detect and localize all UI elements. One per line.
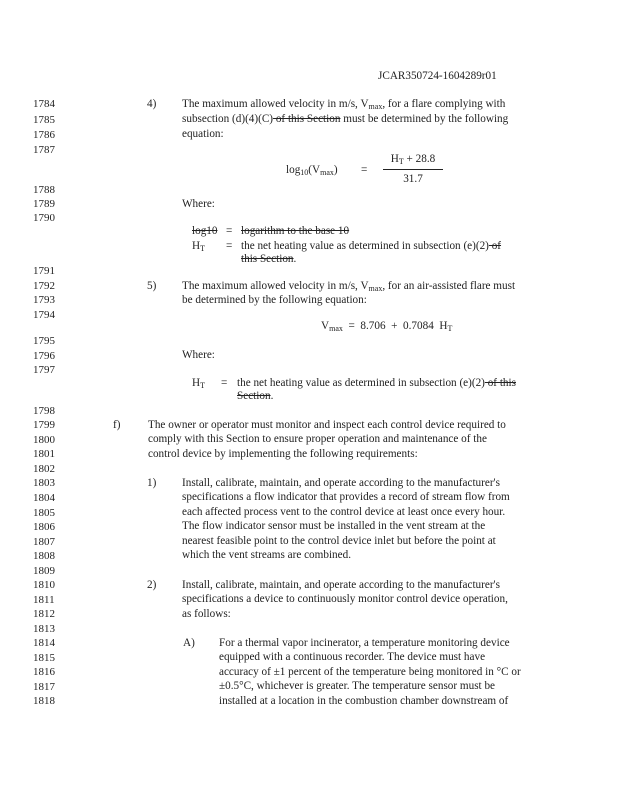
item-number: 2) bbox=[147, 579, 157, 591]
paragraph-line: as follows: bbox=[182, 608, 231, 620]
line-number: 1798 bbox=[33, 405, 55, 417]
item-number: A) bbox=[183, 637, 195, 649]
line-number: 1790 bbox=[33, 212, 55, 224]
fraction-bar bbox=[383, 169, 443, 170]
line-number: 1809 bbox=[33, 565, 55, 577]
equals-sign: = bbox=[361, 164, 368, 176]
line-number: 1805 bbox=[33, 507, 55, 519]
paragraph-line: equipped with a continuous recorder. The device must have bbox=[219, 651, 486, 663]
line-number: 1786 bbox=[33, 129, 55, 141]
definition-equals: = bbox=[221, 377, 228, 389]
where-label: Where: bbox=[182, 349, 215, 361]
paragraph-line: For a thermal vapor incinerator, a temperature monitoring device bbox=[219, 637, 510, 649]
paragraph-line: control device by implementing the following requirements: bbox=[148, 448, 418, 460]
definition-text: this Section. bbox=[241, 253, 297, 265]
item-number: 4) bbox=[147, 98, 157, 110]
paragraph-line: comply with this Section to ensure proper operation and maintenance of the bbox=[148, 433, 487, 445]
line-number: 1784 bbox=[33, 98, 55, 110]
paragraph-line: which the vent streams are combined. bbox=[182, 549, 351, 561]
line-number: 1815 bbox=[33, 652, 55, 664]
line-number: 1787 bbox=[33, 144, 55, 156]
line-number: 1802 bbox=[33, 463, 55, 475]
document-id: JCAR350724-1604289r01 bbox=[378, 70, 497, 82]
definition-text: Section. bbox=[237, 390, 274, 402]
line-number: 1817 bbox=[33, 681, 55, 693]
line-number: 1801 bbox=[33, 448, 55, 460]
paragraph-line: specifications a device to continuously monitor control device operation, bbox=[182, 593, 508, 605]
definition-term: $H_T$ bbox=[192, 240, 205, 253]
definition-text: the net heating value as determined in subsection (e)(2) of bbox=[241, 240, 502, 252]
line-number: 1808 bbox=[33, 550, 55, 562]
line-number: 1797 bbox=[33, 364, 55, 376]
paragraph-line: Install, calibrate, maintain, and operate according to the manufacturer's bbox=[182, 477, 500, 489]
line-number: 1792 bbox=[33, 280, 55, 292]
line-number: 1793 bbox=[33, 294, 55, 306]
definition-text: logarithm to the base 10 bbox=[241, 225, 350, 237]
line-number: 1796 bbox=[33, 350, 55, 362]
paragraph-line: The maximum allowed velocity in m/s, $V_{max}$, for an air-assisted flare must bbox=[182, 280, 516, 293]
line-number: 1813 bbox=[33, 623, 55, 635]
velocity-equation: $V_{max} = 8.706 + 0.7084$ $H_T$ bbox=[321, 320, 453, 333]
item-number: 1) bbox=[147, 477, 157, 489]
line-number: 1814 bbox=[33, 637, 55, 649]
line-number: 1795 bbox=[33, 335, 55, 347]
line-number: 1788 bbox=[33, 184, 55, 196]
line-number: 1812 bbox=[33, 608, 55, 620]
line-number: 1806 bbox=[33, 521, 55, 533]
paragraph-line: equation: bbox=[182, 128, 224, 140]
paragraph-line: nearest feasible point to the control device inlet but before the point at bbox=[182, 535, 496, 547]
paragraph-line: installed at a location in the combustion chamber downstream of bbox=[219, 695, 509, 707]
definition-term: log10 bbox=[192, 225, 218, 237]
line-number: 1818 bbox=[33, 695, 55, 707]
line-number: 1800 bbox=[33, 434, 55, 446]
where-label: Where: bbox=[182, 198, 215, 210]
paragraph-line: be determined by the following equation: bbox=[182, 294, 367, 306]
definition-text: the net heating value as determined in subsection (e)(2) of this bbox=[237, 377, 516, 389]
fraction-numerator: $H_T + 28.8$ bbox=[390, 153, 436, 166]
equation-lhs: $\log_{10}(V_{max})$ bbox=[286, 164, 338, 177]
line-number: 1807 bbox=[33, 536, 55, 548]
paragraph-line: The owner or operator must monitor and inspect each control device required to bbox=[148, 419, 506, 431]
item-number: f) bbox=[113, 419, 121, 431]
paragraph-line: The flow indicator sensor must be installed in the vent stream at the bbox=[182, 520, 486, 532]
paragraph-line: each affected process vent to the control device at least once every hour. bbox=[182, 506, 506, 518]
paragraph-line: subsection (d)(4)(C) of this Section must be determined by the following bbox=[182, 113, 509, 125]
line-number: 1816 bbox=[33, 666, 55, 678]
line-number: 1804 bbox=[33, 492, 55, 504]
line-number: 1799 bbox=[33, 419, 55, 431]
paragraph-line: ±0.5°C, whichever is greater. The temperature sensor must be bbox=[219, 680, 496, 692]
line-number: 1794 bbox=[33, 309, 55, 321]
definition-equals: = bbox=[226, 225, 233, 237]
definition-equals: = bbox=[226, 240, 233, 252]
definition-term: $H_T$ bbox=[192, 377, 205, 390]
line-number: 1811 bbox=[33, 594, 55, 606]
item-number: 5) bbox=[147, 280, 157, 292]
paragraph-line: The maximum allowed velocity in m/s, $V_{max}$, for a flare complying with bbox=[182, 98, 506, 111]
fraction-denominator: 31.7 bbox=[403, 173, 423, 185]
paragraph-line: Install, calibrate, maintain, and operate according to the manufacturer's bbox=[182, 579, 500, 591]
line-number: 1789 bbox=[33, 198, 55, 210]
paragraph-line: accuracy of ±1 percent of the temperature being monitored in °C or bbox=[219, 666, 521, 678]
paragraph-line: specifications a flow indicator that provides a record of stream flow from bbox=[182, 491, 510, 503]
line-number: 1810 bbox=[33, 579, 55, 591]
line-number: 1785 bbox=[33, 114, 55, 126]
line-number: 1803 bbox=[33, 477, 55, 489]
line-number: 1791 bbox=[33, 265, 55, 277]
